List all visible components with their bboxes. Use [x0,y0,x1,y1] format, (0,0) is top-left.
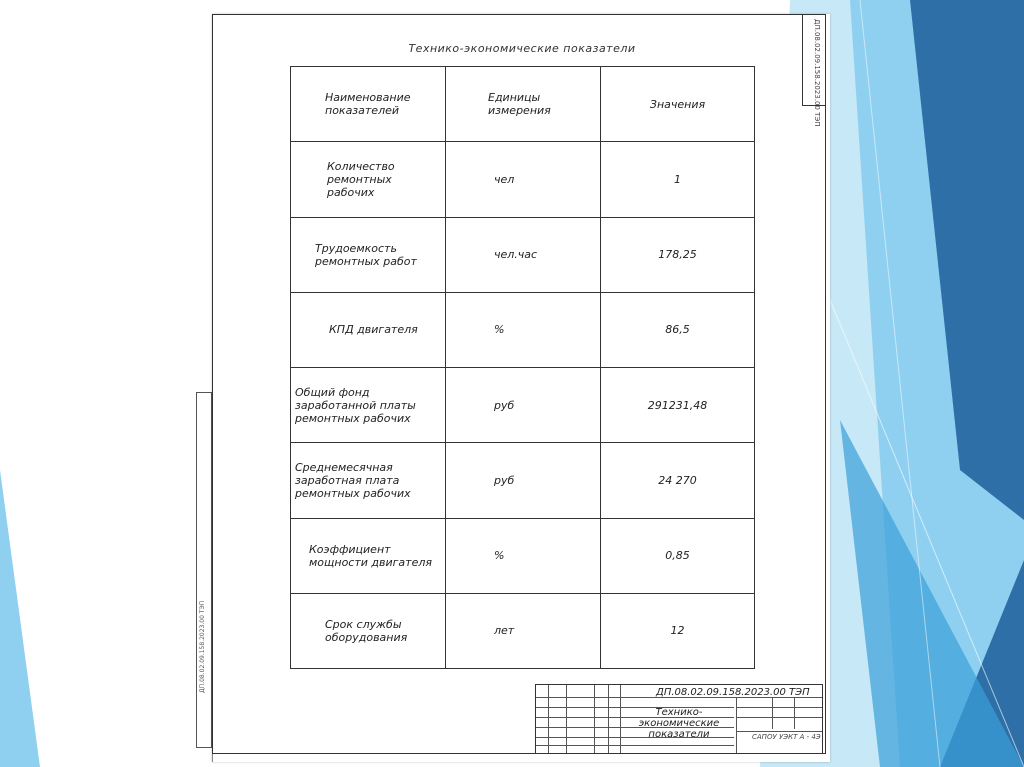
title-block-stamp [535,684,823,754]
row-unit: % [446,292,601,367]
stamp-title: Технико-экономические показатели [638,707,720,740]
side-stamp [802,14,826,127]
row-name: Коэффициент мощности двигателя [291,518,446,593]
drawing-sheet [212,14,830,762]
header-unit: Единицы измерения [446,67,601,142]
row-name: КПД двигателя [291,292,446,367]
table-row [291,518,755,593]
stamp-document-code: ДП.08.02.09.158.2023.00 ТЭП [656,687,810,698]
row-unit: % [446,518,601,593]
document-title: Технико-экономические показатели [408,42,636,55]
table-row [291,292,755,367]
table-row [291,443,755,518]
side-stamp-text: ДП.08.02.09.158.2023.00 ТЭП [813,19,821,127]
table-row [291,217,755,292]
row-value: 1 [601,142,755,217]
table-header-row [291,67,755,142]
margin-text: ДП.08.02.09.158.2023.00 ТЭП [199,600,206,693]
row-unit: лет [446,593,601,668]
row-name: Срок службы оборудования [291,593,446,668]
header-value: Значения [601,67,755,142]
header-name: Наименование показателей [291,67,446,142]
row-value: 0,85 [601,518,755,593]
table-row [291,593,755,668]
row-name: Среднемесячная заработная плата ремонтных рабочих [291,443,446,518]
row-unit: чел [446,142,601,217]
left-binding-margin [196,392,212,748]
row-value: 178,25 [601,217,755,292]
stamp-organization: САПОУ УЭКТ А - 4Э [752,733,821,741]
row-value: 24 270 [601,443,755,518]
row-value: 86,5 [601,292,755,367]
row-name: Количество ремонтных рабочих [291,142,446,217]
row-unit: руб [446,368,601,443]
table-row [291,142,755,217]
row-unit: чел.час [446,217,601,292]
row-name: Трудоемкость ремонтных работ [291,217,446,292]
indicators-table [290,66,755,669]
row-value: 291231,48 [601,368,755,443]
table-row [291,368,755,443]
row-name: Общий фонд заработанной платы ремонтных рабочих [291,368,446,443]
row-value: 12 [601,593,755,668]
row-unit: руб [446,443,601,518]
